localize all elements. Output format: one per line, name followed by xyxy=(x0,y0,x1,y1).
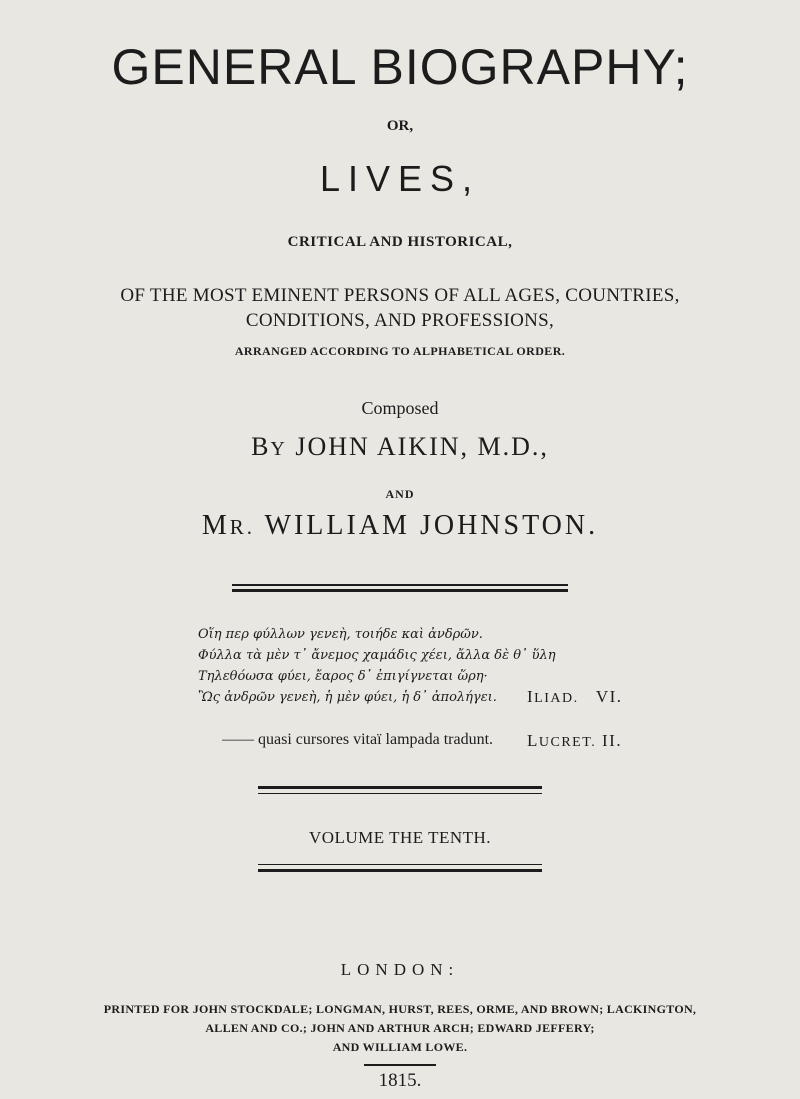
composed-label: Composed xyxy=(361,398,439,418)
imprint-line-1: PRINTED FOR JOHN STOCKDALE; LONGMAN, HURST, REES, ORME, AND BROWN; LACKINGTON, xyxy=(103,1002,697,1016)
author-1-name: JOHN AIKIN, M.D., xyxy=(295,432,549,461)
rule-upper-thick xyxy=(232,589,568,592)
latin-quotation: —— quasi cursores vitaï lampada tradunt. xyxy=(222,731,494,748)
subject-line-2: CONDITIONS, AND PROFESSIONS, xyxy=(245,310,555,331)
lives-heading: LIVES, xyxy=(319,158,481,199)
rule-volume-thick xyxy=(258,869,542,872)
citation-initial: L xyxy=(527,731,539,750)
mr-rest: R. xyxy=(229,515,256,539)
publication-year: 1815. xyxy=(378,1070,422,1091)
imprint-city: LONDON: xyxy=(340,960,460,979)
imprint-line-2: ALLEN AND CO.; JOHN AND ARTHUR ARCH; EDWARD JEFFERY; xyxy=(205,1021,595,1035)
author-2-name: WILLIAM JOHNSTON. xyxy=(264,510,599,541)
subject-line-1: OF THE MOST EMINENT PERSONS OF ALL AGES, COUNTRIES, xyxy=(120,285,680,306)
citation-rest: UCRET. xyxy=(538,735,597,750)
greek-line: Ὣς ἀνδρῶν γενεὴ, ἡ μὲν φύει, ἡ δ᾽ ἀπολήγει. xyxy=(198,690,497,705)
mr-initial: M xyxy=(201,510,230,541)
book-title: GENERAL BIOGRAPHY; xyxy=(111,39,689,95)
greek-citation xyxy=(527,687,623,707)
rule-upper-thin xyxy=(232,584,568,586)
greek-line: Τηλεθόωσα φύει, ἔαρος δ᾽ ἐπιγίγνεται ὥρη· xyxy=(198,669,488,684)
or-connector: OR, xyxy=(386,118,414,134)
author-2-line xyxy=(0,510,800,542)
greek-line: Φύλλα τὰ μὲν τ᾽ ἄνεμος χαμάδις χέει, ἄλλα δὲ θ᾽ ὕλη xyxy=(198,648,556,663)
citation-book: II. xyxy=(602,731,623,750)
arrangement-note: ARRANGED ACCORDING TO ALPHABETICAL ORDER. xyxy=(234,344,566,358)
citation-initial: I xyxy=(527,687,535,706)
rule-volume-thin xyxy=(258,864,542,865)
and-connector: AND xyxy=(385,487,415,501)
rule-lower-thin xyxy=(258,793,542,794)
imprint-line-3: AND WILLIAM LOWE. xyxy=(332,1040,468,1054)
by-initial: B xyxy=(251,432,271,461)
subtitle: CRITICAL AND HISTORICAL, xyxy=(287,234,513,250)
rule-short xyxy=(364,1064,436,1066)
greek-line: Οἵη περ φύλλων γενεὴ, τοιήδε καὶ ἀνδρῶν. xyxy=(198,627,483,642)
rule-lower-thick xyxy=(258,786,542,789)
citation-book: VI. xyxy=(595,687,623,706)
by-rest: Y xyxy=(270,438,287,460)
latin-citation xyxy=(527,731,622,751)
author-1-line xyxy=(0,432,800,462)
citation-rest: LIAD. xyxy=(534,691,579,706)
volume-label: VOLUME THE TENTH. xyxy=(308,828,492,847)
